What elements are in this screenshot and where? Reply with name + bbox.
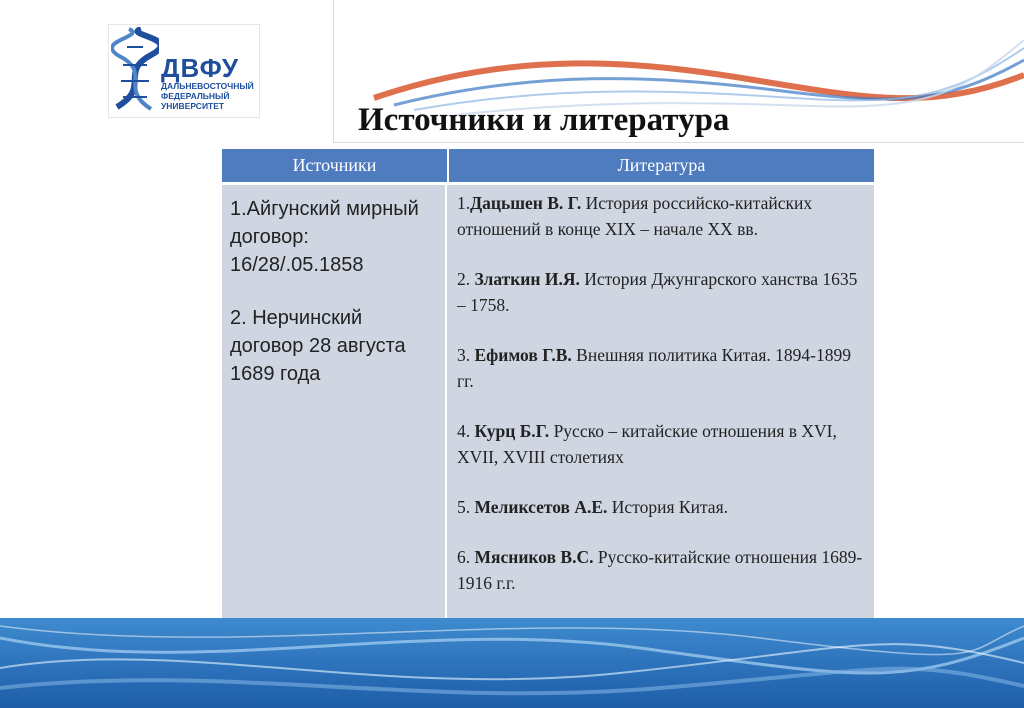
literature-item — [457, 544, 864, 596]
logo-line-3: УНИВЕРСИТЕТ — [161, 101, 225, 111]
table-body — [222, 185, 874, 620]
sources-literature-table — [221, 148, 875, 621]
header-literature: Литература — [617, 155, 706, 175]
item-title: Русско-китайские отношения 1689-1916 г.г. — [457, 547, 863, 593]
literature-item — [457, 342, 864, 394]
item-author: Курц Б.Г. — [474, 421, 550, 441]
item-title: Русско – китайские отношения в XVI, XVII, XVIII столетиях — [457, 421, 837, 467]
item-number: 1. — [457, 193, 471, 213]
university-logo — [108, 24, 260, 118]
item-title: История Китая. — [607, 497, 728, 517]
helix-icon — [111, 27, 159, 115]
item-title: История российско-китайских отношений в конце XIX – начале XX вв. — [457, 193, 813, 239]
literature-item — [457, 266, 864, 318]
item-author: Мясников В.С. — [474, 547, 594, 567]
logo-line-2: ФЕДЕРАЛЬНЫЙ — [161, 91, 230, 101]
item-title: История Джунгарского ханства 1635 – 1758. — [457, 269, 858, 315]
item-number: 6. — [457, 547, 475, 567]
literature-item — [457, 418, 864, 470]
item-number: 3. — [457, 345, 475, 365]
decorative-waves-bottom — [0, 618, 1024, 708]
header-sources: Источники — [222, 149, 449, 182]
literature-item — [457, 190, 864, 242]
literature-cell — [447, 185, 874, 620]
item-number: 5. — [457, 497, 475, 517]
literature-item — [457, 494, 864, 520]
source-item: 2. Нерчинский договор 28 августа 1689 года — [230, 307, 406, 385]
item-author: Меликсетов А.Е. — [474, 497, 608, 517]
item-author: Дацьшен В. Г. — [470, 193, 582, 213]
source-item: 1.Айгунский мирный договор: 16/28/.05.1858 — [230, 198, 419, 276]
item-number: 4. — [457, 421, 475, 441]
item-author: Златкин И.Я. — [474, 269, 580, 289]
logo-line-1: ДАЛЬНЕВОСТОЧНЫЙ — [161, 81, 254, 91]
table-header — [222, 149, 874, 182]
item-author: Ефимов Г.В. — [474, 345, 572, 365]
logo-abbr: ДВФУ — [161, 53, 240, 83]
page-title: Источники и литература — [358, 102, 730, 138]
sources-cell — [222, 185, 447, 620]
item-number: 2. — [457, 269, 475, 289]
item-title: Внешняя политика Китая. 1894-1899 гг. — [457, 345, 851, 391]
